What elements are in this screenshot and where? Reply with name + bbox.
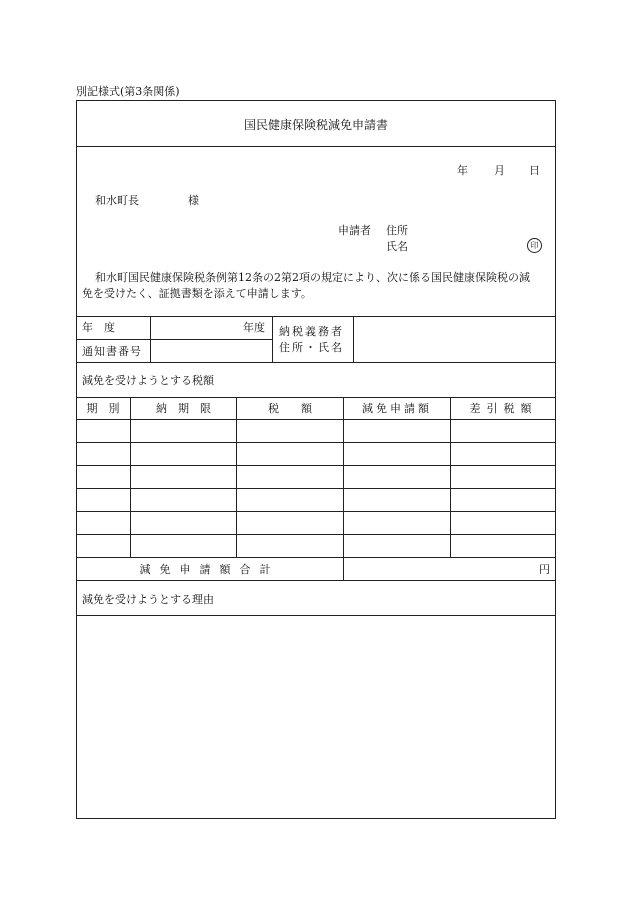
- table-row: [76, 534, 556, 535]
- date-month: 月: [494, 164, 505, 177]
- date-day: 日: [529, 164, 540, 177]
- body-text-line2: 免を受けたく、証拠書類を添えて申請します。: [82, 287, 312, 300]
- body-text-line1: 和水町国民健康保険税条例第12条の2第2項の規定により、次に係る国民健康保険税の減: [95, 271, 530, 284]
- fiscal-year-label: [82, 322, 144, 333]
- divider: [353, 316, 354, 362]
- reason-label: 減免を受けようとする理由: [82, 593, 214, 606]
- total-unit: 円: [539, 563, 550, 576]
- total-label: 減免申請額合計: [139, 563, 280, 576]
- divider: [76, 580, 556, 581]
- fiscal-year-label-text: 年 度: [82, 321, 115, 334]
- divider: [343, 397, 344, 580]
- table-row: [76, 419, 556, 420]
- table-row: [76, 465, 556, 466]
- tax-section-label: 減免を受けようとする税額: [82, 374, 214, 387]
- divider: [76, 339, 273, 340]
- applicant-address-label: 住所: [386, 224, 408, 237]
- applicant-name-label: 氏名: [386, 240, 408, 253]
- form-reference: 別記様式(第3条関係): [76, 85, 180, 98]
- table-row: [76, 442, 556, 443]
- divider: [450, 397, 451, 557]
- table-row: [76, 511, 556, 512]
- divider: [76, 362, 556, 363]
- form-title: 国民健康保険税減免申請書: [243, 118, 388, 132]
- header-due-date: 納 期 限: [156, 402, 211, 415]
- applicant-label: 申請者: [338, 224, 371, 237]
- header-net-tax: 差引税額: [469, 402, 538, 415]
- table-row: [76, 488, 556, 489]
- header-tax-amount: 税 額: [268, 402, 312, 415]
- taxpayer-label-1: 納税義務者: [279, 325, 344, 338]
- divider: [76, 146, 556, 147]
- seal-mark: 印: [527, 238, 542, 253]
- reason-field[interactable]: [77, 616, 555, 818]
- divider: [76, 397, 556, 398]
- table-row: [76, 557, 556, 558]
- divider: [76, 316, 556, 317]
- date-year: 年: [457, 164, 468, 177]
- divider: [130, 397, 131, 557]
- addressee-name: 和水町長: [95, 194, 139, 207]
- addressee-honorific: 様: [188, 194, 199, 207]
- taxpayer-label-2: 住所・氏名: [279, 341, 344, 354]
- divider: [236, 397, 237, 557]
- fiscal-year-unit: 年度: [243, 321, 265, 334]
- header-period: 期 別: [86, 402, 120, 415]
- notice-number-label: 通知書番号: [82, 345, 142, 358]
- header-reduction-amount: 減免申請額: [362, 402, 432, 415]
